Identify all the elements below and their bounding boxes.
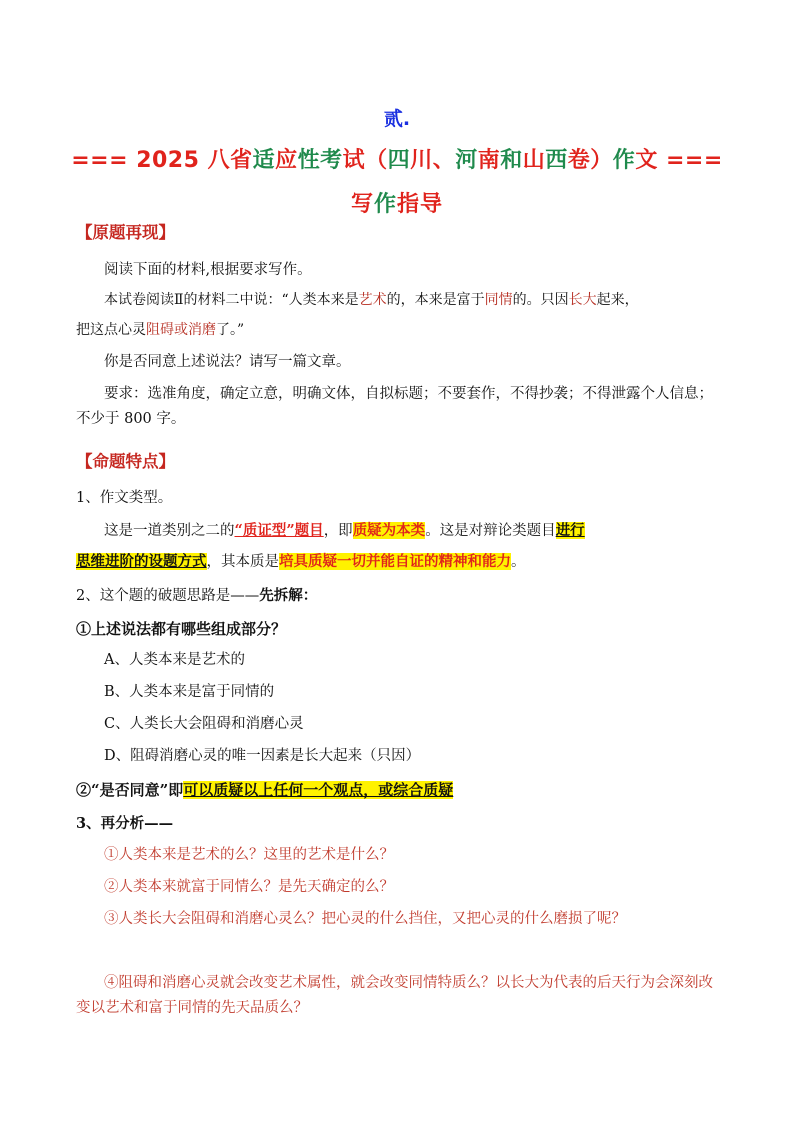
p2-bold: 先拆解：: [259, 587, 318, 604]
title-part: 四: [387, 148, 411, 173]
page-subtitle: [0, 187, 794, 218]
material-keyword: 同情: [484, 292, 513, 308]
title-part: 南: [477, 148, 501, 173]
title-part: 文 ===: [635, 148, 723, 173]
material-text: 了。”: [216, 322, 245, 338]
component-item: C、人类长大会阻碍和消磨心灵: [104, 716, 304, 732]
p1-text: 。这是对辩论类题目: [425, 523, 556, 539]
title-part: 卷）: [567, 148, 613, 173]
p1-nature: 质疑为本类: [352, 522, 426, 539]
material-text: 的，本来是富于: [386, 292, 485, 308]
point-2-title: [76, 584, 317, 608]
title-part: 2025: [136, 148, 208, 173]
analysis-item: ③人类长大会阻碍和消磨心灵么？把心灵的什么挡住，又把心灵的什么磨损了呢？: [104, 911, 626, 927]
point-1-line-1: [104, 519, 585, 543]
title-part: 性考: [297, 148, 343, 173]
point-1-line-2: [76, 550, 526, 574]
p1-text: 这是一道类别之二的: [104, 523, 235, 539]
title-part: 省: [230, 148, 253, 173]
p1-essence: 培具质疑一切并能自证的精神和能力: [279, 553, 511, 570]
p1-text: ，其本质是: [206, 554, 279, 570]
title-part: 试（: [342, 148, 388, 173]
component-item: A、人类本来是艺术的: [104, 652, 245, 668]
title-part: 应: [275, 148, 298, 173]
point-1-title: 1、作文类型。: [76, 490, 173, 506]
section-number: 贰.: [383, 108, 411, 130]
requirement-text: 要求：选准角度，确定立意，明确文体，自拟标题；不要套作，不得抄袭；不得泄露个人信息；不少于 800 字。: [76, 386, 713, 428]
material-keyword: 艺术: [358, 292, 387, 308]
material-keyword: 长大: [568, 292, 597, 308]
page-title: [0, 143, 794, 174]
component-item: D、阻碍消磨心灵的唯一因素是长大起来（只因）: [104, 748, 421, 764]
title-part: 八: [207, 148, 231, 173]
component-item: B、人类本来是富于同情的: [104, 684, 275, 700]
p1-type: “质证型”题目: [234, 522, 324, 539]
analysis-item: ④阻碍和消磨心灵就会改变艺术属性，就会改变同情特质么？以长大为代表的后天行为会深刻改变以艺术和富于同情的先天品质么？: [76, 975, 713, 1017]
p1-text: 。: [511, 554, 526, 570]
question-text: 你是否同意上述说法？请写一篇文章。: [104, 354, 351, 370]
title-part: 和: [500, 148, 523, 173]
material-text: 起来，: [596, 292, 639, 308]
p1-method-a: 进行: [555, 522, 585, 539]
title-part: 川、: [410, 148, 456, 173]
title-part: ===: [71, 148, 137, 173]
material-line-2: [76, 319, 244, 341]
title-part: 作: [612, 148, 636, 173]
p2-q2-text: ②“是否同意”即: [76, 781, 184, 799]
title-part: 山: [522, 148, 546, 173]
material-line-1: [104, 289, 639, 311]
point-2-question-1: ①上述说法都有哪些组成部分？: [76, 620, 287, 638]
material-keyword: 阻碍或消磨: [146, 322, 216, 338]
p2-text: 2、这个题的破题思路是——: [76, 588, 260, 604]
point-2-question-2: [76, 778, 453, 802]
read-instruction: 阅读下面的材料,根据要求写作。: [104, 262, 312, 278]
analysis-item: ①人类本来是艺术的么？这里的艺术是什么？: [104, 847, 394, 863]
p1-method-b: 思维进阶的设题方式: [76, 553, 207, 570]
subtitle-part: 作: [373, 192, 397, 217]
section-heading-features: 【命题特点】: [76, 452, 175, 471]
analysis-item: ②人类本来就富于同情么？是先天确定的么？: [104, 879, 394, 895]
title-part: 河: [455, 148, 478, 173]
material-text: 的。只因: [512, 292, 569, 308]
subtitle-part: 指导: [397, 192, 444, 217]
section-heading-original: 【原题再现】: [76, 223, 175, 242]
p2-q2-highlight: 可以质疑以上任何一个观点，或综合质疑: [183, 781, 454, 799]
material-text: 本试卷阅读Ⅱ的材料二中说：“人类本来是: [104, 292, 359, 308]
p1-text: ，即: [323, 523, 353, 539]
point-3-title: 3、再分析——: [76, 815, 174, 832]
subtitle-part: 写: [350, 192, 374, 217]
material-text: 把这点心灵: [76, 322, 146, 338]
title-part: 适: [252, 148, 276, 173]
title-part: 西: [545, 148, 568, 173]
